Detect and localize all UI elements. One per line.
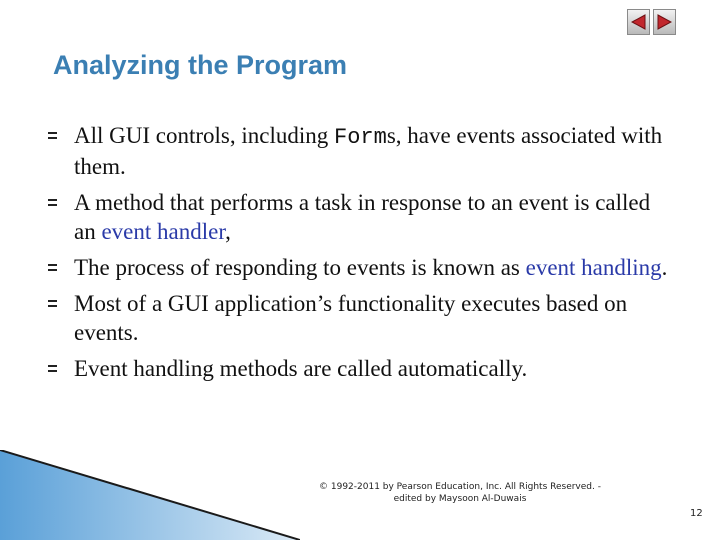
copyright-line-1: © 1992-2011 by Pearson Education, Inc. All Rights Reserved. - [319, 482, 601, 492]
key-term: event handling [525, 255, 662, 280]
slide-navigation [627, 9, 676, 35]
bullet-icon [48, 199, 57, 206]
bullet-text: A method that performs a task in response to an event is called an [74, 190, 651, 244]
bullet-text: All GUI controls, including [74, 123, 334, 148]
bullet-icon [48, 300, 57, 307]
bullet-item [48, 354, 674, 383]
slide-title: Analyzing the Program [53, 50, 348, 80]
bullet-text: . [661, 255, 668, 280]
bullet-list [48, 121, 674, 390]
page-number: 12 [690, 508, 703, 519]
bullet-text: Most of a GUI application’s functionality executes based on events. [74, 291, 628, 345]
key-term: event handler [101, 219, 226, 244]
bullet-icon [48, 264, 57, 271]
bullet-item [48, 253, 674, 282]
copyright-line-2: edited by Maysoon Al-Duwais [393, 494, 527, 504]
bullet-item [48, 121, 674, 181]
next-slide-button[interactable] [653, 9, 676, 35]
triangle-right-icon [657, 14, 672, 30]
bullet-icon [48, 365, 57, 372]
bullet-icon [48, 132, 57, 139]
code-term: Form [334, 125, 387, 150]
corner-decoration [0, 450, 300, 540]
bullet-item [48, 188, 674, 246]
bullet-text: , [225, 219, 231, 244]
bullet-text: s, have events associated with them. [74, 123, 663, 179]
bullet-item [48, 289, 674, 347]
triangle-left-icon [631, 14, 646, 30]
bullet-text: Event handling methods are called automatically. [74, 356, 528, 381]
copyright-notice [290, 481, 630, 505]
previous-slide-button[interactable] [627, 9, 650, 35]
bullet-text: The process of responding to events is known as [74, 255, 526, 280]
